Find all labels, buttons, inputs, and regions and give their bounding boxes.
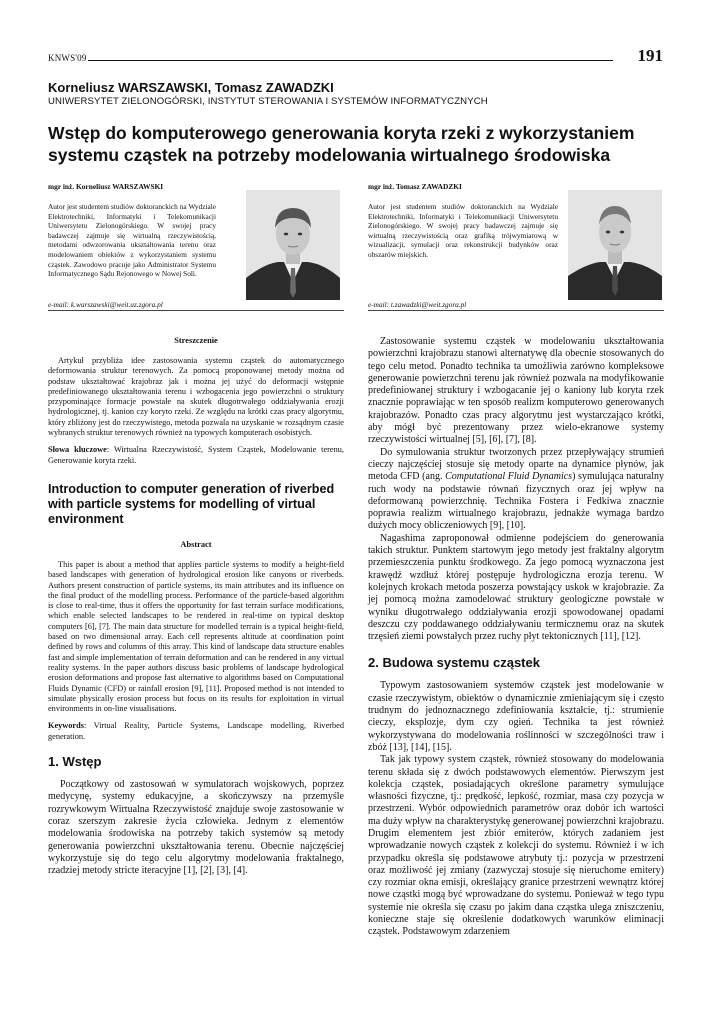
authors: Korneliusz WARSZAWSKI, Tomasz ZAWADZKI: [48, 80, 334, 95]
abstract-text: This paper is about a method that applies particle systems to modify a height-field based landscapes with generation of hydrological erosion like canyons or riverbeds. Authors present construction of particle systems, its main attributes and its influence on the final product of the modelling process. Performance of the particle-based algorithm is close to real-time, thus it offers the opportunity for fast terrain surface modifications, which enable selected landscapes to be rendered in real-time on typical desktop computers [6], [7]. The main data structure for modelled terrain is a typical height-field, based on two dimensional array. Each cell represents altitude at coordination point defined by rows and columns of this array. This kind of landscape data structure enables fast and simple implementation of terrain deformation and can be rendered in any virtual reality systems. In the paper authors discuss basic problems of landscape hydrological erosion deformations and propose fast alternative to algorithms based on Computational Fluids Dynamic (CFD) or rainfall erosion [9], [11]. Proposed method is not intended to simulate physically erosion process but focus on its results for exploitation in virtual environments in on-line visualisations.: [48, 559, 344, 714]
portrait-image: [568, 190, 662, 300]
keywords-en-text: : Virtual Reality, Particle Systems, Landscape modelling, Riverbed generation.: [48, 721, 344, 741]
right-column: [368, 336, 664, 939]
keywords-pl-label: Słowa kluczowe: [48, 445, 107, 455]
running-head: [48, 46, 663, 66]
keywords-en: [48, 721, 344, 742]
paragraph: Typowym zastosowaniem systemów cząstek jest modelowanie w czasie rzeczywistym, obiektów o dynamicznie zmieniającym się i często trudnym do jednoznacznego zdefiniowania kształcie, tj.: strumienie cieczy, eksplozje, dym czy ogień. Technika ta jest również wykorzystywana do modelowania roślinności w szczególności traw i zbóż [13], [14], [15].: [368, 680, 664, 753]
bio-text: Autor jest studentem studiów doktoranckich na Wydziale Elektrotechniki, Informatyki i Telekomunikacji Uniwersytetu Zielonogórskiego. W swojej pracy badawczej zajmuje się wirtualną rzeczywistością, metodami odwzorowania ukształtowania terenu oraz modelowaniem obiektów z wykorzystaniem systemu cząstek. Zawodowo pracuje jako Administrator Systemu Informatycznego Sądu Rejonowego w Nowej Soli.: [48, 202, 216, 279]
paragraph-part: Do symulowania struktur tworzonych przez przepływający strumień cieczy najczęściej stosuje się metody oparte na dynamice płynów, jak metoda CFD (ang.: [368, 446, 664, 483]
bio-name: mgr inż. Tomasz ZAWADZKI: [368, 182, 462, 191]
author-photo: [246, 190, 340, 300]
paragraph: [368, 447, 664, 533]
bio-divider: [368, 310, 664, 311]
bio-email: e-mail: t.zawadzki@weit.zgora.pl: [368, 300, 467, 309]
page-number: 191: [637, 46, 663, 65]
paragraph: Zastosowanie systemu cząstek w modelowaniu ukształtowania powierzchni krajobrazu stanowi alternatywę dla obecnie stosowanych do tego celu metod. Ponadto technika ta umożliwia zarówno kompleksowe generowanie powierzchni terenu jak również pozwala na modyfikowanie predefiniowanej struktury i wzbogacanie jej o kaniony lub koryta rzek znacznie poprawiając w ten sposób realizm komputerowo generowanych krajobrazów. Ponadto czas pracy algorytmu jest wystarczająco krótki, aby mógł być prezentowany przez wielo-ekranowe systemy rzeczywistości wirtualnej [5], [6], [7], [8].: [368, 336, 664, 446]
section-1-paragraph: Początkowy od zastosowań w symulatorach wojskowych, poprzez medycynę, systemy edukacyjne, a skończywszy na przemyśle rozrywkowym Wirtualna Rzeczywistość znajduje swoje zastosowanie w coraz szerszym zakresie życia człowieka. Jednym z elementów modelowania środowiska na potrzeby takich systemów są metody generowania powierzchni ukształtowania terenu. Obecnie najczęściej wykorzystuje się do tego celu algorytmy modelowania fraktalnego, rzadziej metody stricte iteracyjne [1], [2], [3], [4].: [48, 779, 344, 877]
portrait-image: [246, 190, 340, 300]
streszczenie-heading: Streszczenie: [174, 336, 218, 345]
paragraph: Nagashima zaproponował odmienne podejściem do generowania takich struktur. Punktem startowym jego metody jest fraktalny algorytm przemieszczenia punktu środkowego. Za jego pomocą wyznaczona jest krawędź wzdłuż której postępuje hydrologiczna erozja terenu. W kolejnych krokach metoda poszerza powstający uskok w krajobrazie. Za jej pomocą można zamodelować struktury geologiczne powstałe w wyniku długotrwałego oddziaływania erozji spowodowanej opadami deszczu czy poddawanego oddziaływaniu termicznemu oraz na skutek trzęsień ziemi powstałych przez ruchy płyt tektonicznych [11], [12].: [368, 532, 664, 643]
left-column: [48, 336, 344, 877]
paragraph: Tak jak typowy system cząstek, również stosowany do modelowania terenu składa się z dwóch podstawowych elementów. Pierwszym jest kolekcja cząstek, posiadających określone parametry symulujące własności fizyczne, tj.: prędkość, lepkość, rozmiar, masa czy pozycja w przestrzeni. Wybór odpowiednich parametrów oraz dobór ich wartości ma duży wpływ na charakterystykę generowanej powierzchni krajobrazu. Drugim elementem jest zbiór emiterów, których zadaniem jest wprowadzanie nowych cząstek z kolekcji do systemu. Również i w ich przypadku określa się podstawowe atrybuty tj.: pozycja w przestrzeni oraz możliwość jej zmiany (zazwyczaj stosuje się nieruchome emitery) czy rozmiar okna emisji, określający granice przestrzeni wewnątrz której nowe cząstki mogą być wprowadzane do systemu. Ponieważ w tego typu systemie nie określa się czasu po jakim dana cząstka ulega zniszczeniu, konieczne staje się określenie dodatkowych warunków eliminacji cząstek. Podstawowym zdarzeniem: [368, 754, 664, 938]
affiliation: UNIWERSYTET ZIELONOGÓRSKI, INSTYTUT STEROWANIA I SYSTEMÓW INFORMATYCZNYCH: [48, 96, 488, 107]
english-title: Introduction to computer generation of riverbed with particle systems for modelling of virtual environment: [48, 481, 335, 526]
cfd-term: Computational Fluid Dynamics: [445, 471, 573, 483]
paper-title: Wstęp do komputerowego generowania koryta rzeki z wykorzystaniem systemu cząstek na potrzeby modelowania wirtualnego środowiska: [48, 123, 635, 165]
bio-divider: [48, 310, 344, 311]
bio-text: Autor jest studentem studiów doktoranckich na Wydziale Elektrotechniki, Informatyki i Telekomunikacji Uniwersytetu Zielonogórskiego. W swojej pracy badawczej zajmuje się wirtualną rzeczywistością oraz grafiką trójwymiarową w wizualizacji, symulacji oraz rekonstrukcji budynków oraz obszarów miejskich.: [368, 202, 558, 259]
keywords-pl-text: : Wirtualna Rzeczywistość, System Cząstek, Modelowanie terenu, Generowanie koryta rzeki.: [48, 445, 344, 465]
abstract-heading: Abstract: [180, 539, 212, 549]
author-bio: [48, 182, 344, 312]
section-1-title: 1. Wstęp: [48, 754, 102, 770]
keywords-pl: [48, 445, 344, 466]
bio-email: e-mail: k.warszawski@weit.uz.zgora.pl: [48, 300, 163, 309]
section-2-title: 2. Budowa systemu cząstek: [368, 655, 540, 671]
author-bio: [368, 182, 664, 312]
paragraph-part: ) symulująca naturalny ruch wody na podstawie równań fizycznych oraz jej wpływ na deformowaną powierzchnię. Technika Fostera i Fedkiwa znacznie poprawia realizm wirtualnego krajobrazu, jednakże wymaga bardzo dużych mocy obliczeniowych [9], [10].: [368, 471, 665, 532]
streszczenie-text: Artykuł przybliża idee zastosowania systemu cząstek do automatycznego deformowania struktur terenowych. Za pomocą proponowanej metody można od podstaw ukształtować krajobraz jak i można jej użyć do deformacji wstępnie predefiniowanego ukształtowania terenu i wzbogacenia jego powierzchni o struktury przypominające formacje powstałe na skutek długotrwałego oddziaływania erozji hydrologicznej, tj. kanion czy koryto rzeki. Ze względu na krótki czas pracy algorytmu, który zbliżony jest do rzeczywistego, metoda pozwala na uzyskanie w rozsądnym czasie wybranych struktur terenowych również na typowych komputerach osobistych.: [48, 356, 344, 438]
keywords-en-label: Keywords: [48, 721, 84, 731]
bio-name: mgr inż. Korneliusz WARSZAWSKI: [48, 182, 164, 191]
journal-label: KNWS'09: [48, 53, 87, 63]
author-photo: [568, 190, 662, 300]
header-rule: [88, 60, 613, 61]
